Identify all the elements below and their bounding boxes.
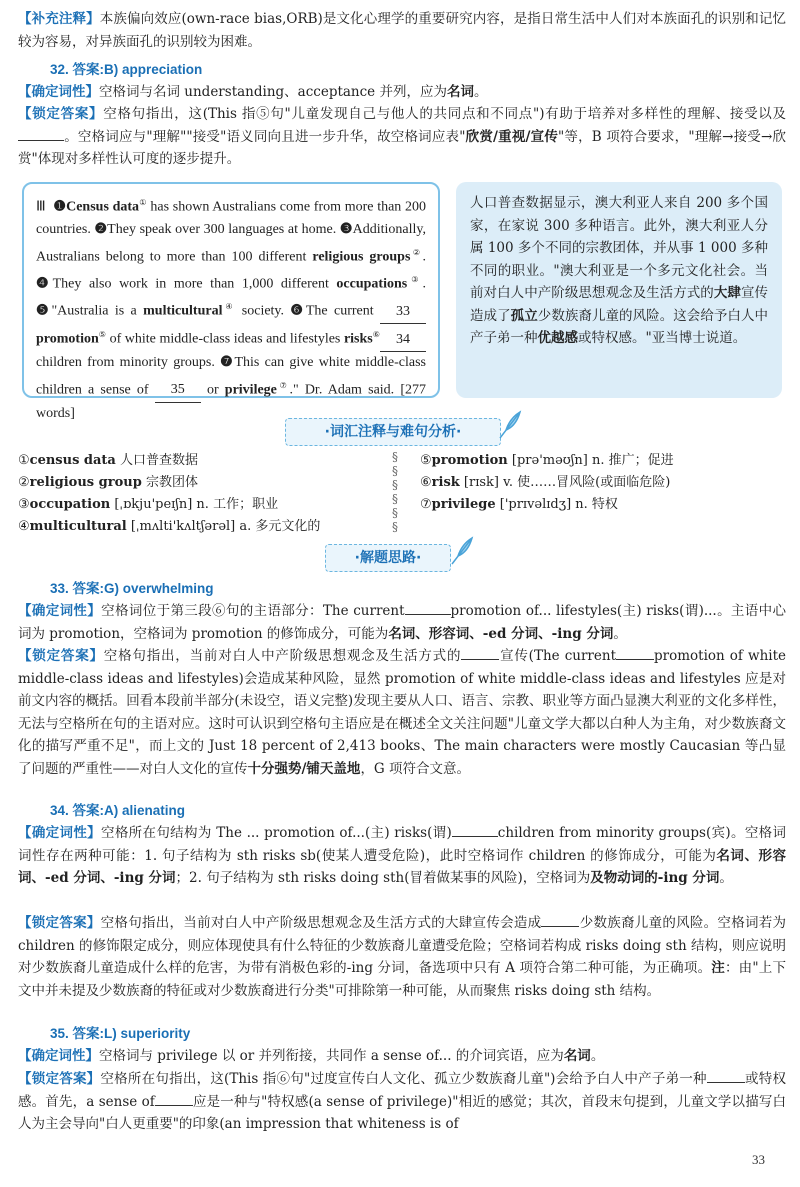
q32-pos: 【确定词性】空格词与名词 understanding、acceptance 并列，应为名词。 xyxy=(18,84,488,100)
q34-lock: 【锁定答案】空格句指出，当前对白人中产阶级思想观念及生活方式的大肆宣传会造成 少数族裔儿童的风险。空格词若为 children 的修饰限定成分，则应体现使具有什么特征的少数族裔儿童遭受危险；空格词若构成 risks doing sth 结构，则应说明对少数族裔儿童造成什么样的危害，为带有消极色彩的-ing 分词，备选项中只有 A 项符合第二种可能，为正确项。注：由"上下文中并未提及少数族裔的特征或对少数族裔进行分类"可排除第一种可能，从而聚焦 risks doing sth 结构。 xyxy=(18,915,787,999)
blank-line xyxy=(452,824,498,837)
blank-33[interactable]: 33 xyxy=(380,301,426,325)
supplement-note: 【补充注释】本族偏向效应(own-race bias,ORB)是文化心理学的重要研究内容，是指日常生活中人们对本族面孔的识别和记忆较为容易，对异族面孔的识别较为困难。 xyxy=(18,11,787,50)
vocab-list-left xyxy=(18,450,388,538)
q33-lock: 【锁定答案】空格句指出，当前对白人中产阶级思想观念及生活方式的 宣传(The current promotion of white middle-class ideas and lifestyles)会造成某种风险，显然 promotion of white middle-class ideas and lifestyles 应是对前文内容的概括。回看本段前半部分(未设空，语义完整)发现主要从人口、语言、宗教、职业等方面凸显澳大利亚的文化多样性，无法与空格所在句的主语对应。这时可认识到空格句主语应是在概述全文关注问题"儿童文学大都以白种人为主角，对少数族裔文化的描写严重不足"，而上文的 Just 18 percent of 2,413 books、The main characters were mostly Caucasian 等凸显了问题的严重性——对白人文化的宣传十分强势/铺天盖地，G 项符合文意。 xyxy=(18,648,787,777)
blank-line xyxy=(461,647,499,660)
passage-box: Ⅲ ❶Census data① has shown Australians come from more than 200 countries. ❷They speak over 300 languages at home. ❸Additionally, Australians belong to more than 100 different religious groups②. ❹They also work in more than 1,000 different occupations③. ❺"Australia is a multicultural④ society. ❻The current 33 promotion⑤ of white middle-class ideas and lifestyles risks⑥ 34 children from minority groups. ❼This can give white middle-class children a sense of 35 or privilege⑦." Dr. Adam said. [277 words] xyxy=(22,182,440,398)
q35-answer: 35. 答案:L) superiority xyxy=(50,1026,191,1041)
blank-35[interactable]: 35 xyxy=(155,379,201,403)
quill-icon xyxy=(448,536,476,566)
solve-banner: ·解题思路· xyxy=(325,544,451,572)
q33-answer: 33. 答案:G) overwhelming xyxy=(50,581,214,596)
blank-line xyxy=(541,914,579,927)
vocab-item: ②religious group 宗教团体 xyxy=(18,475,198,490)
vocab-item: ⑤promotion [prə'məʊʃn] n. 推广；促进 xyxy=(420,453,674,468)
blank-line xyxy=(707,1070,745,1083)
page-number: 33 xyxy=(752,1152,765,1167)
q33-pos: 【确定词性】空格词位于第三段⑥句的主语部分：The current promotion of... lifestyles(主) risks(谓)...。主语中心词为 promotion，空格词为 promotion 的修饰成分，可能为名词、形容词、-ed 分词、-ing 分词。 xyxy=(18,603,787,642)
blank-34[interactable]: 34 xyxy=(380,329,426,353)
supplement-tag: 【补充注释】 xyxy=(18,11,100,27)
q35-lock: 【锁定答案】空格所在句指出，这(This 指⑥句"过度宣传白人文化、孤立少数族裔儿童")会给予白人中产子弟一种 或特权感。首先，a sense of 应是一种与"特权感(a sense of privilege)"相近的感觉；其次，首段末句提到，儿童文学以描写白人为主会导向"白人更重要"的印象(an impression that whiteness is of xyxy=(18,1071,787,1132)
vocab-item: ③occupation [ˌɒkju'peɪʃn] n. 工作；职业 xyxy=(18,497,279,512)
quill-icon xyxy=(496,410,524,440)
vocab-item: ④multicultural [ˌmʌlti'kʌltʃərəl] a. 多元文化的 xyxy=(18,519,321,534)
blank-line xyxy=(155,1093,193,1106)
vocab-item: ⑥risk [rɪsk] v. 使……冒风险(或面临危险) xyxy=(420,475,671,490)
blank-line xyxy=(616,647,654,660)
vocab-item: ①census data 人口普查数据 xyxy=(18,453,198,468)
q34-pos: 【确定词性】空格所在句结构为 The ... promotion of...(主) risks(谓) children from minority groups(宾)。空格词词性存在两种可能：1. 句子结构为 sth risks sb(使某人遭受危险)，此时空格词作 children 的修饰成分，可能为名词、形容词、-ed 分词、-ing 分词；2. 句子结构为 sth risks doing sth(冒着做某事的风险)，空格词为及物动词的-ing 分词。 xyxy=(18,825,786,886)
wave-divider: § § § § § § xyxy=(392,450,398,534)
translation-box: 人口普查数据显示，澳大利亚人来自 200 多个国家，在家说 300 多种语言。此外，澳大利亚人分属 100 多个不同的宗教团体，并从事 1 000 多种不同的职业。"澳大利亚是一个多元文化社会。当前对白人中产阶级思想观念及生活方式的大肆宣传造成了孤立少数族裔儿童的风险。这会给予白人中产子弟一种优越感或特权感。"亚当博士说道。 xyxy=(456,182,782,398)
vocab-banner: ·词汇注释与难句分析· xyxy=(285,418,501,446)
q34-answer: 34. 答案:A) alienating xyxy=(50,803,186,818)
q32-answer: 32. 答案:B) appreciation xyxy=(50,62,203,77)
vocab-list-right xyxy=(420,450,790,516)
vocab-item: ⑦privilege ['prɪvəlɪdʒ] n. 特权 xyxy=(420,497,618,512)
blank-line xyxy=(405,602,451,615)
q35-pos: 【确定词性】空格词与 privilege 以 or 并列衔接，共同作 a sense of... 的介词宾语，应为名词。 xyxy=(18,1048,605,1064)
blank-line xyxy=(18,128,64,141)
q32-lock: 【锁定答案】空格句指出，这(This 指⑤句"儿童发现自己与他人的共同点和不同点")有助于培养对多样性的理解、接受以及。空格词应与"理解""接受"语义同向且进一步升华，故空格词应表"欣赏/重视/宣传"等，B 项符合要求，"理解→接受→欣赏"体现对多样性认可度的逐步提升。 xyxy=(18,106,787,167)
